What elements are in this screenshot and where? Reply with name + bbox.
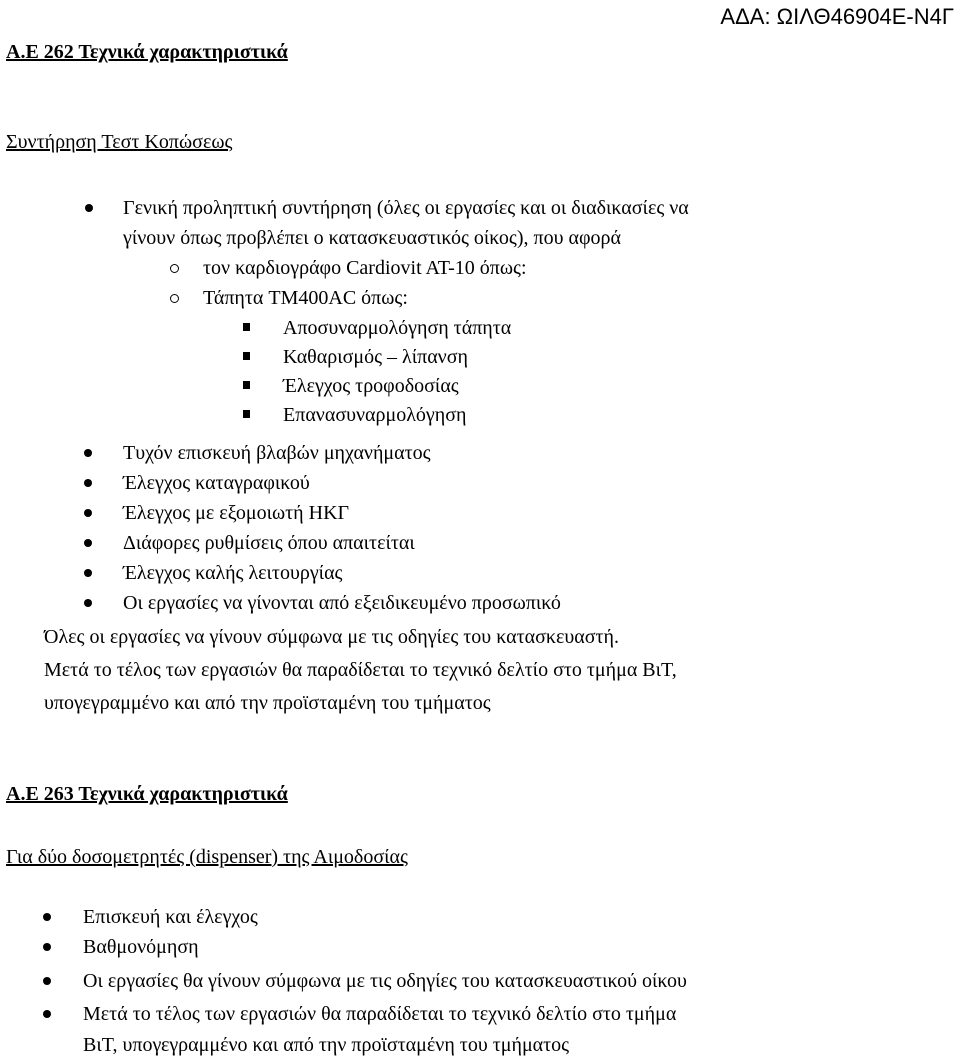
note-line: Μετά το τέλος των εργασιών θα παραδίδεται το τεχνικό δελτίο στο τμήμα ΒιΤ, [44,659,677,681]
list-item-line2: ΒιΤ, υπογεγραμμένο και από την προϊσταμένη του τμήματος [83,1034,570,1056]
list-item: Διάφορες ρυθμίσεις όπου απαιτείται [123,532,415,554]
list-item: Βαθμονόμηση [83,936,199,958]
section-263-subheading: Για δύο δοσομετρητές (dispenser) της Αιμοδοσίας [6,846,408,868]
note-line: Όλες οι εργασίες να γίνουν σύμφωνα με τις οδηγίες του κατασκευαστή. [44,626,620,648]
list-item-line1: Μετά το τέλος των εργασιών θα παραδίδεται το τεχνικό δελτίο στο τμήμα [83,1003,677,1025]
bullet-icon [43,977,51,985]
bullet-icon [84,449,92,457]
list-item-line1: Γενική προληπτική συντήρηση (όλες οι εργασίες και οι διαδικασίες να [123,197,689,219]
bullet-icon [84,569,92,577]
bullet-icon [84,509,92,517]
bullet-icon [84,539,92,547]
circle-bullet-icon [170,294,179,303]
list-item: Οι εργασίες θα γίνουν σύμφωνα με τις οδηγίες του κατασκευαστικού οίκου [83,970,687,992]
bullet-icon [43,913,51,921]
bullet-icon [43,1010,51,1018]
circle-bullet-icon [170,264,179,273]
list-item: Επισκευή και έλεγχος [83,906,258,928]
ada-code: ΑΔΑ: ΩΙΛΘ46904Ε-Ν4Γ [720,4,954,29]
list-item: Έλεγχος με εξομοιωτή ΗΚΓ [123,502,350,524]
square-bullet-icon [243,323,250,331]
sub-sub-list-item: Αποσυναρμολόγηση τάπητα [283,317,512,339]
square-bullet-icon [243,381,250,389]
sub-sub-list-item: Καθαρισμός – λίπανση [283,346,468,368]
note-line: υπογεγραμμένο και από την προϊσταμένη του τμήματος [44,692,491,714]
sub-sub-list-item: Έλεγχος τροφοδοσίας [283,375,459,397]
list-item: Οι εργασίες να γίνονται από εξειδικευμένο προσωπικό [123,592,561,614]
list-item-line2: γίνουν όπως προβλέπει ο κατασκευαστικός οίκος), που αφορά [123,227,621,249]
sub-list-item: Τάπητα TM400AC όπως: [203,287,408,309]
square-bullet-icon [243,410,250,418]
bullet-icon [84,479,92,487]
bullet-icon [85,204,93,212]
bullet-icon [84,599,92,607]
square-bullet-icon [243,352,250,360]
section-262-heading: Α.Ε 262 Τεχνικά χαρακτηριστικά [6,41,288,63]
list-item: Έλεγχος καταγραφικού [123,472,310,494]
bullet-icon [43,943,51,951]
sub-list-item: τον καρδιογράφο Cardiovit AT-10 όπως: [203,257,527,279]
list-item: Τυχόν επισκευή βλαβών μηχανήματος [123,442,431,464]
section-263-heading: Α.Ε 263 Τεχνικά χαρακτηριστικά [6,783,288,805]
sub-sub-list-item: Επανασυναρμολόγηση [283,404,467,426]
list-item: Έλεγχος καλής λειτουργίας [123,562,343,584]
section-262-subheading: Συντήρηση Τεστ Κοπώσεως [6,131,233,153]
